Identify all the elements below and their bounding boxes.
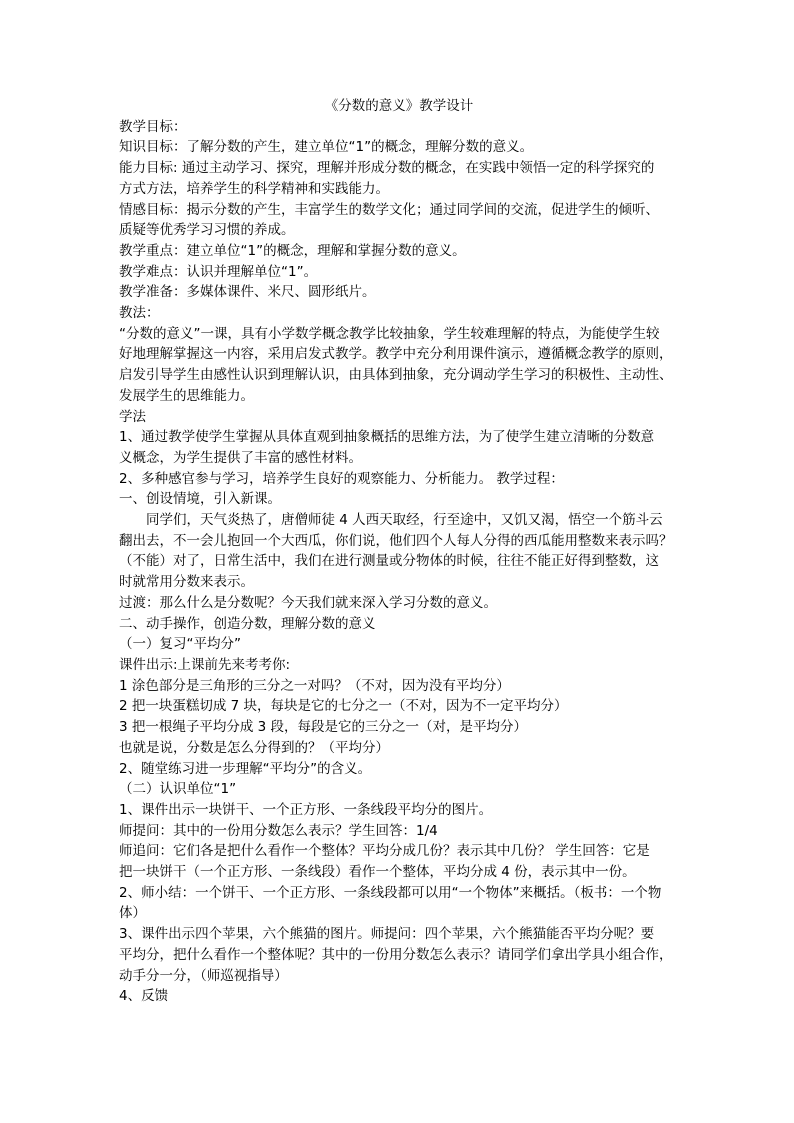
paragraph-line: 时就常用分数来表示。 <box>119 574 254 591</box>
paragraph-line: 质疑等优秀学习习惯的养成。 <box>119 222 295 239</box>
document-title: 《分数的意义》教学设计 <box>324 98 474 114</box>
paragraph-line: 义概念，为学生提供了丰富的感性材料。 <box>119 449 362 466</box>
subsection-heading: （一）复习“平均分” <box>119 636 241 653</box>
paragraph-line: 2 把一块蛋糕切成 7 块，每块是它的七分之一（不对，因为不一定平均分） <box>119 698 568 715</box>
paragraph-line: 3、课件出示四个苹果，六个熊猫的图片。师提问：四个苹果，六个熊猫能否平均分呢？要 <box>119 926 655 943</box>
paragraph-line: 同学们，天气炎热了，唐僧师徒 4 人西天取经，行至途中，又饥又渴，悟空一个筋斗云 <box>146 512 663 529</box>
document-page <box>119 96 679 1007</box>
paragraph-line: （不能）对了，日常生活中，我们在进行测量或分物体的时候，往往不能正好得到整数，这 <box>119 553 659 570</box>
paragraph-line: 1、通过教学使学生掌握从具体直观到抽象概括的思维方法，为了使学生建立清晰的分数意 <box>119 429 655 446</box>
paragraph-line: 把一块饼干（一个正方形、一条线段）看作一个整体，平均分成 4 份，表示其中一份。 <box>119 864 636 881</box>
paragraph-line: 课件出示:上课前先来考考你: <box>119 656 291 673</box>
section-heading: 学法 <box>119 408 146 425</box>
paragraph-line: 也就是说，分数是怎么分得到的？（平均分） <box>119 739 389 756</box>
paragraph-line: 能力目标: 通过主动学习、探究，理解并形成分数的概念，在实践中领悟一定的科学探究的 <box>119 160 655 177</box>
section-heading: 教学目标： <box>119 118 187 135</box>
paragraph-line: 情感目标：揭示分数的产生，丰富学生的数学文化；通过同学间的交流，促进学生的倾听、 <box>119 201 659 218</box>
paragraph-line: 2、随堂练习进一步理解“平均分”的含义。 <box>119 760 372 777</box>
section-heading: 二、动手操作，创造分数，理解分数的意义 <box>119 615 376 632</box>
paragraph-line: 过渡：那么什么是分数呢？今天我们就来深入学习分数的意义。 <box>119 594 497 611</box>
paragraph-line: 启发引导学生由感性认识到理解认识，由具体到抽象，充分调动学生学习的积极性、主动性、 <box>119 367 673 384</box>
paragraph-line: 教学重点：建立单位“1”的概念，理解和掌握分数的意义。 <box>119 242 466 259</box>
paragraph-line: 知识目标：了解分数的产生，建立单位“1”的概念，理解分数的意义。 <box>119 139 534 156</box>
section-heading: 教法： <box>119 305 160 322</box>
paragraph-line: 4、反馈 <box>119 988 169 1005</box>
paragraph-line: 教学准备：多媒体课件、米尺、圆形纸片。 <box>119 284 376 301</box>
paragraph-line: 1、课件出示一块饼干、一个正方形、一条线段平均分的图片。 <box>119 801 493 818</box>
paragraph-line: 2、师小结：一个饼干、一个正方形、一条线段都可以用“一个物体”来概括。（板书：一个物 <box>119 884 662 901</box>
paragraph-line: 师追问：它们各是把什么看作一个整体？平均分成几份？表示其中几份？ 学生回答：它是 <box>119 843 650 860</box>
subsection-heading: （二）认识单位“1” <box>119 781 237 798</box>
paragraph-line: 好地理解掌握这一内容，采用启发式教学。教学中充分利用课件演示，遵循概念教学的原则， <box>119 346 673 363</box>
paragraph-line: 翻出去，不一会儿抱回一个大西瓜，你们说，他们四个人每人分得的西瓜能用整数来表示吗？ <box>119 532 673 549</box>
paragraph-line: 方式方法，培养学生的科学精神和实践能力。 <box>119 180 389 197</box>
paragraph-line: 1 涂色部分是三角形的三分之一对吗？（不对，因为没有平均分） <box>119 677 510 694</box>
paragraph-line: 师提问：其中的一份用分数怎么表示？学生回答：1/4 <box>119 822 438 839</box>
paragraph-line: 3 把一根绳子平均分成 3 段，每段是它的三分之一（对，是平均分） <box>119 719 528 736</box>
paragraph-line: “分数的意义”一课，具有小学数学概念教学比较抽象，学生较难理解的特点，为能使学生较 <box>119 325 660 342</box>
paragraph-line: 发展学生的思维能力。 <box>119 387 254 404</box>
section-heading: 一、创设情境，引入新课。 <box>119 491 281 508</box>
paragraph-line: 动手分一分，（师巡视指导） <box>119 967 288 984</box>
document-body <box>119 117 679 1007</box>
paragraph-line: 体） <box>119 905 146 922</box>
paragraph-line: 2、多种感官参与学习，培养学生良好的观察能力、分析能力。 教学过程： <box>119 470 564 487</box>
paragraph-line: 平均分，把什么看作一个整体呢？其中的一份用分数怎么表示？请同学们拿出学具小组合作， <box>119 946 673 963</box>
paragraph-line: 教学难点：认识并理解单位“1”。 <box>119 263 318 280</box>
